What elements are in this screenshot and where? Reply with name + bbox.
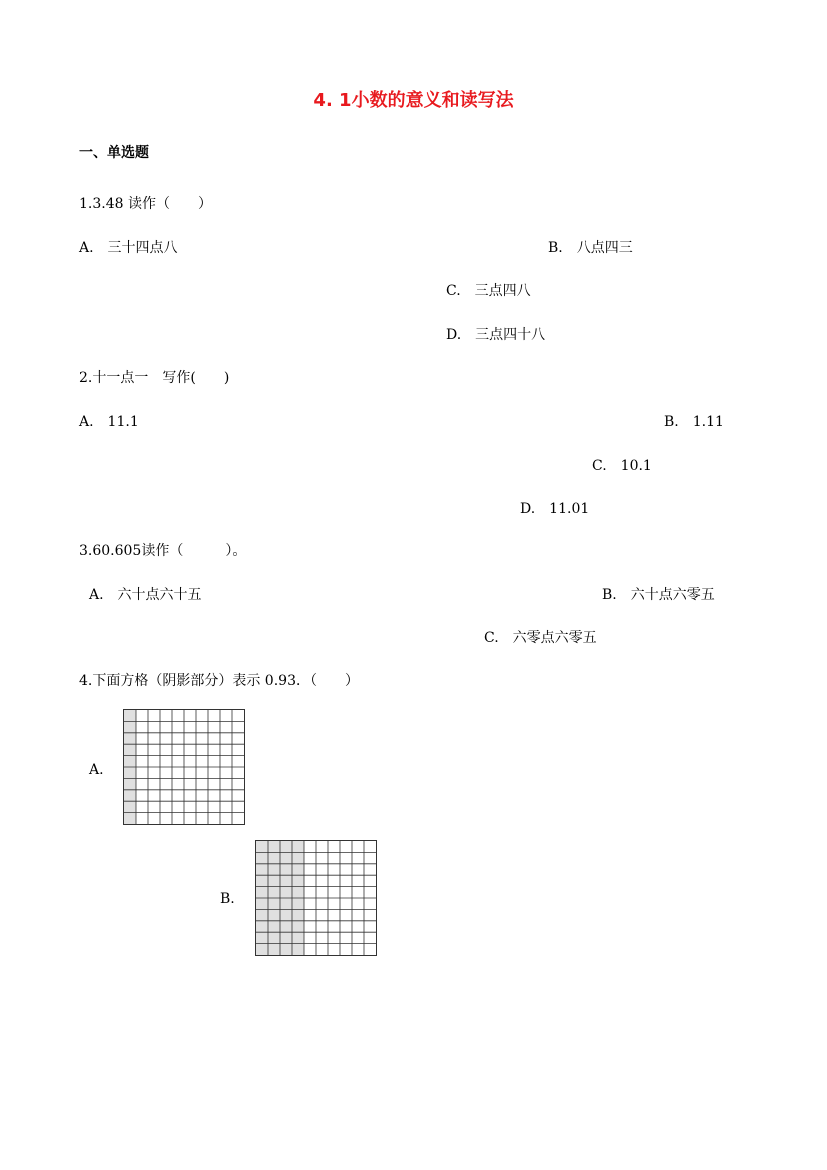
grid-b-svg: [256, 841, 376, 955]
grid-a-svg: [124, 710, 244, 824]
q2-option-b[interactable]: B. 1.11: [664, 414, 724, 430]
grid-a-figure[interactable]: [123, 709, 245, 825]
q3-option-c[interactable]: C. 六零点六零五: [484, 630, 597, 646]
q1-option-a[interactable]: A. 三十四点八: [79, 240, 178, 256]
grid-b-figure[interactable]: [255, 840, 377, 956]
question-3-stem: 3.60.605读作（ ）。: [79, 543, 247, 559]
page-title: 4. 1小数的意义和读写法: [313, 90, 514, 111]
q3-option-b[interactable]: B. 六十点六零五: [602, 587, 715, 603]
section-heading: 一、单选题: [79, 145, 149, 161]
q1-option-b[interactable]: B. 八点四三: [548, 240, 633, 256]
q2-option-d[interactable]: D. 11.01: [520, 501, 590, 517]
q1-option-c[interactable]: C. 三点四八: [446, 283, 531, 299]
q2-option-c[interactable]: C. 10.1: [592, 458, 652, 474]
q2-option-a[interactable]: A. 11.1: [79, 414, 139, 430]
question-2-stem: 2.十一点一 写作( ): [79, 370, 230, 386]
q3-option-a[interactable]: A. 六十点六十五: [89, 587, 202, 603]
question-1-stem: 1.3.48 读作（ ）: [79, 196, 212, 212]
question-4-stem: 4.下面方格（阴影部分）表示 0.93．（ ）: [79, 673, 359, 689]
q4-option-b[interactable]: B.: [220, 891, 235, 907]
q1-option-d[interactable]: D. 三点四十八: [446, 327, 546, 343]
q4-option-a[interactable]: A.: [89, 762, 104, 778]
